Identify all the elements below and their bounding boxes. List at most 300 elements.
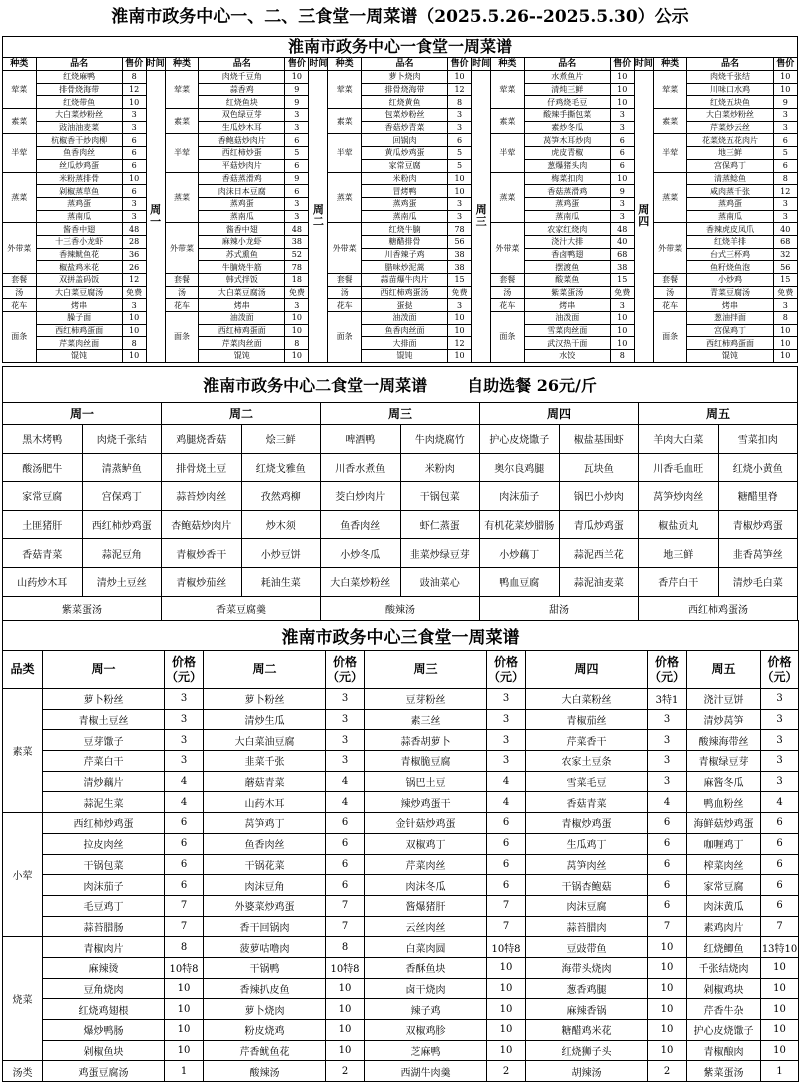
canteen1-dish-price: 6: [610, 147, 634, 160]
canteen3-header: 品类: [3, 651, 43, 689]
canteen3-dish-price: 3: [487, 709, 526, 730]
canteen1-dish-price: 10: [285, 350, 309, 363]
canteen3-dish-name: 麻辣烫: [43, 957, 165, 978]
canteen1-category: 汤: [653, 286, 687, 299]
canteen1-dish-name: 红烧鱼块: [199, 96, 285, 109]
canteen2-dish: 宫保鸡丁: [82, 482, 162, 511]
canteen1-dish-price: 10: [285, 71, 309, 84]
canteen3-dish-name: 芹香牛杂: [687, 999, 761, 1020]
canteen3-dish-name: 蒜泥生菜: [43, 792, 165, 813]
canteen1-dish-name: 花菜烧五花肉片: [687, 134, 773, 147]
canteen1-dish-name: 小炒鸡: [687, 274, 773, 287]
canteen1-dish-name: 排骨烧海带: [361, 83, 447, 96]
canteen3-dish-name: 毛豆鸡丁: [43, 895, 165, 916]
canteen1-dish-name: 香鲍菇炒肉片: [199, 134, 285, 147]
canteen1-dish-name: 蒜苗爆牛肉片: [361, 274, 447, 287]
canteen3-dish-name: 干锅花菜: [204, 854, 326, 875]
canteen1-dish-price: 3: [448, 109, 472, 122]
canteen3-dish-price: 7: [487, 916, 526, 937]
canteen3-category: 烧菜: [3, 937, 43, 1061]
canteen1-dish-price: 5: [773, 147, 797, 160]
canteen2-dish: 川香水煮鱼: [321, 453, 401, 482]
canteen3-dish-price: 10: [487, 1040, 526, 1061]
canteen1-dish-price: 9: [773, 96, 797, 109]
canteen1-category: 外带菜: [491, 223, 525, 274]
canteen3-dish-price: 7: [326, 916, 365, 937]
canteen3-dish-name: 海带头烧肉: [526, 957, 648, 978]
canteen1-header-0: 种类: [3, 58, 37, 71]
canteen1-day-label: 周一: [146, 71, 165, 363]
canteen3-header: 价格（元）: [648, 651, 687, 689]
canteen3-dish-price: 10: [761, 978, 799, 999]
canteen1-category: 半荤: [328, 134, 362, 172]
canteen1-dish-price: 3: [285, 210, 309, 223]
canteen2-dish: 雪菜扣肉: [718, 425, 798, 454]
canteen2-title-row: [3, 367, 798, 403]
canteen1-dish-name: 蒸鸡蛋: [199, 197, 285, 210]
canteen1-dish-name: 酸辣手撕包菜: [524, 109, 610, 122]
canteen3-dish-price: 13特10: [761, 937, 799, 958]
canteen1-category: 蒸菜: [491, 172, 525, 223]
canteen3-dish-price: 3: [487, 751, 526, 772]
canteen3-dish-name: 萝卜烧肉: [204, 999, 326, 1020]
canteen3-dish-price: 4: [326, 792, 365, 813]
canteen1-dish-name: 家常豆腐: [361, 159, 447, 172]
canteen1-dish-price: 8: [122, 337, 146, 350]
canteen3-dish-name: 青椒脆豆腐: [365, 751, 487, 772]
canteen2-dish: 椒盐贡丸: [639, 510, 719, 539]
canteen2-dish: 蒜苔炒肉丝: [162, 482, 242, 511]
canteen2-dish: 大白菜炒粉丝: [321, 567, 401, 596]
canteen3-dish-name: 千张结烧肉: [687, 957, 761, 978]
canteen1-dish-name: 蒸南瓜: [36, 210, 122, 223]
canteen3-dish-price: 7: [487, 895, 526, 916]
canteen3-dish-price: 8: [165, 937, 204, 958]
canteen1-category: 素菜: [3, 109, 37, 134]
canteen1-dish-name: 香辣虎皮凤爪: [687, 223, 773, 236]
canteen2-dish: 瓦块鱼: [559, 453, 639, 482]
canteen1-dish-name: 排骨烧海带: [36, 83, 122, 96]
canteen1-dish-name: 宫保鸡丁: [687, 159, 773, 172]
canteen3-dish-price: 6: [761, 813, 799, 834]
canteen3-dish-price: 7: [165, 916, 204, 937]
canteen3-dish-name: 萝卜粉丝: [43, 689, 165, 710]
canteen1-category: 套餐: [491, 274, 525, 287]
canteen3-dish-price: 3: [165, 709, 204, 730]
canteen1-dish-name: 杭椒香干炒肉柳: [36, 134, 122, 147]
canteen1-dish-name: 酱香中翅: [36, 223, 122, 236]
canteen1-dish-price: 6: [285, 134, 309, 147]
canteen3-dish-price: 8: [326, 937, 365, 958]
canteen3-dish-name: 干锅杏鲍菇: [526, 875, 648, 896]
canteen1-dish-price: 6: [610, 134, 634, 147]
canteen1-dish-price: 3: [285, 109, 309, 122]
canteen2-dish: 干锅包菜: [400, 482, 480, 511]
canteen3-dish-name: 鸭血粉丝: [687, 792, 761, 813]
canteen1-dish-name: 烤串: [687, 299, 773, 312]
canteen1-dish-price: 3: [448, 210, 472, 223]
canteen3-dish-name: 护心皮烧馓子: [687, 1020, 761, 1041]
canteen3-dish-price: 3: [165, 730, 204, 751]
canteen2-dish: 莴笋炒肉丝: [639, 482, 719, 511]
canteen3-dish-name: 红烧狮子头: [526, 1040, 648, 1061]
canteen3-dish-price: 3: [487, 689, 526, 710]
canteen3-dish-price: 10: [761, 1020, 799, 1041]
canteen1-dish-name: 水煮鱼片: [524, 71, 610, 84]
canteen1-dish-price: 3: [773, 197, 797, 210]
canteen1-category: 套餐: [3, 274, 37, 287]
canteen1-dish-name: 香菇蒸滑鸡: [199, 172, 285, 185]
canteen3-dish-price: 10: [761, 957, 799, 978]
canteen1-category: 汤: [491, 286, 525, 299]
canteen3-dish-price: 4: [487, 792, 526, 813]
canteen3-dish-price: 7: [648, 916, 687, 937]
canteen3-dish-name: 青椒土豆丝: [43, 709, 165, 730]
canteen3-dish-name: 外婆菜炒鸡蛋: [204, 895, 326, 916]
canteen1-dish-price: 12: [448, 337, 472, 350]
canteen1-menu-table: [2, 36, 798, 363]
canteen1-dish-name: 蒸鸡蛋: [524, 197, 610, 210]
canteen3-dish-price: 6: [326, 833, 365, 854]
canteen1-header-2: 售价: [122, 58, 146, 71]
canteen3-dish-price: 3: [326, 689, 365, 710]
canteen3-dish-price: 10: [165, 978, 204, 999]
canteen1-dish-price: 5: [448, 159, 472, 172]
canteen2-dish: 蒜泥西兰花: [559, 539, 639, 568]
canteen3-header: 价格（元）: [165, 651, 204, 689]
canteen3-dish-name: 紫菜蛋汤: [687, 1061, 761, 1082]
canteen3-dish-price: 3: [761, 771, 799, 792]
canteen2-day-header: 周四: [480, 403, 639, 425]
canteen1-dish-price: 12: [122, 274, 146, 287]
canteen1-dish-price: 56: [773, 261, 797, 274]
canteen1-category: 半荤: [165, 134, 199, 172]
canteen3-dish-name: 肉沫茄子: [43, 875, 165, 896]
canteen3-dish-price: 10: [487, 957, 526, 978]
canteen1-dish-price: 9: [610, 185, 634, 198]
canteen1-category: 花车: [165, 299, 199, 312]
canteen1-category: 荤菜: [165, 71, 199, 109]
canteen3-dish-name: 干锅包菜: [43, 854, 165, 875]
canteen3-dish-price: 4: [487, 771, 526, 792]
canteen1-header-1: 品名: [199, 58, 285, 71]
canteen2-dish: 炒木须: [241, 510, 321, 539]
canteen3-dish-price: 6: [648, 875, 687, 896]
canteen1-category: 面条: [328, 312, 362, 363]
canteen3-dish-price: 10: [648, 1040, 687, 1061]
canteen3-dish-name: 韭菜千张: [204, 751, 326, 772]
canteen3-dish-name: 双椒鸡丁: [365, 833, 487, 854]
canteen3-dish-name: 酱爆猪肝: [365, 895, 487, 916]
canteen2-soup: 甜汤: [480, 596, 639, 620]
canteen3-dish-name: 菠萝咕噜肉: [204, 937, 326, 958]
canteen1-dish-name: 馄饨: [361, 350, 447, 363]
canteen3-dish-price: 6: [648, 895, 687, 916]
canteen1-dish-name: 蒸南瓜: [687, 210, 773, 223]
canteen1-dish-name: 青菜豆腐汤: [687, 286, 773, 299]
canteen2-dish: 红烧戈雅鱼: [241, 453, 321, 482]
canteen1-dish-price: 12: [448, 83, 472, 96]
canteen1-dish-name: 西红柿鸡蛋面: [687, 337, 773, 350]
canteen1-dish-price: 48: [122, 223, 146, 236]
canteen3-dish-price: 10: [165, 1020, 204, 1041]
canteen2-dish: 糖醋里脊: [718, 482, 798, 511]
canteen3-dish-price: 10: [648, 957, 687, 978]
canteen3-dish-name: 麻酱冬瓜: [687, 771, 761, 792]
canteen1-dish-price: 10: [773, 71, 797, 84]
canteen1-category: 荤菜: [3, 71, 37, 109]
canteen3-dish-name: 清炒藕片: [43, 771, 165, 792]
canteen1-dish-price: 10: [122, 96, 146, 109]
canteen1-category: 外带菜: [653, 223, 687, 274]
canteen3-dish-price: 7: [165, 895, 204, 916]
canteen3-dish-name: 生瓜鸡丁: [526, 833, 648, 854]
canteen1-header-0: 种类: [653, 58, 687, 71]
canteen1-dish-price: 10: [773, 324, 797, 337]
canteen2-dish: 山药炒木耳: [3, 567, 83, 596]
canteen1-dish-name: 馄饨: [199, 350, 285, 363]
canteen1-dish-name: 蒸南瓜: [361, 210, 447, 223]
canteen3-dish-price: 3: [648, 771, 687, 792]
canteen1-dish-name: 鱼籽烧鱼泡: [687, 261, 773, 274]
canteen1-dish-price: 3: [448, 197, 472, 210]
canteen2-dish: 蒜泥豆角: [82, 539, 162, 568]
canteen1-category: 套餐: [328, 274, 362, 287]
canteen1-dish-price: 10: [448, 350, 472, 363]
canteen3-dish-name: 豆豉带鱼: [526, 937, 648, 958]
canteen3-dish-name: 芹菜香干: [526, 730, 648, 751]
canteen1-dish-name: 米粉肉: [361, 172, 447, 185]
canteen3-dish-price: 3: [761, 730, 799, 751]
canteen1-dish-price: 10: [610, 71, 634, 84]
canteen1-dish-price: 6: [773, 134, 797, 147]
canteen3-dish-price: 6: [648, 833, 687, 854]
canteen1-dish-name: 臊子面: [36, 312, 122, 325]
canteen1-category: 半荤: [3, 134, 37, 172]
canteen1-dish-price: 10: [448, 324, 472, 337]
canteen3-dish-price: 4: [326, 771, 365, 792]
canteen2-dish: 清炒毛白菜: [718, 567, 798, 596]
canteen2-dish: 地三鲜: [639, 539, 719, 568]
canteen3-dish-name: 干锅鸭: [204, 957, 326, 978]
canteen1-category: 蒸菜: [165, 172, 199, 223]
canteen3-dish-name: 清炒生瓜: [204, 709, 326, 730]
canteen1-dish-price: 3: [773, 299, 797, 312]
canteen3-dish-name: 蒜苔腊肠: [43, 916, 165, 937]
canteen3-dish-name: 胡辣汤: [526, 1061, 648, 1082]
canteen1-dish-name: 豉油油麦菜: [36, 121, 122, 134]
canteen1-dish-name: 苏式熏鱼: [199, 248, 285, 261]
canteen3-dish-price: 10特8: [165, 957, 204, 978]
canteen1-category: 花车: [491, 299, 525, 312]
canteen1-dish-name: 酸菜鱼: [524, 274, 610, 287]
canteen1-dish-name: 宫保鸡丁: [687, 324, 773, 337]
canteen1-dish-price: 3: [285, 121, 309, 134]
canteen1-header-time: 时间: [146, 58, 165, 69]
canteen3-header: 周四: [526, 651, 648, 689]
canteen2-dish: 小炒藕丁: [480, 539, 560, 568]
canteen3-header: 价格（元）: [487, 651, 526, 689]
canteen3-dish-price: 4: [648, 792, 687, 813]
canteen1-dish-name: 雪菜肉丝面: [524, 324, 610, 337]
canteen1-dish-price: 5: [448, 147, 472, 160]
canteen1-category: 汤: [328, 286, 362, 299]
canteen2-dish: 奥尔良鸡腿: [480, 453, 560, 482]
canteen1-dish-name: 红烧牛腩: [361, 223, 447, 236]
canteen1-dish-price: 10: [285, 312, 309, 325]
canteen3-dish-price: 6: [165, 813, 204, 834]
canteen1-dish-name: 西红柿鸡蛋汤: [361, 286, 447, 299]
canteen1-dish-price: 3: [122, 197, 146, 210]
canteen1-dish-name: 牛腩烧牛筋: [199, 261, 285, 274]
canteen1-dish-name: 油泼面: [361, 312, 447, 325]
canteen3-header: 周一: [43, 651, 165, 689]
canteen3-dish-price: 4: [165, 792, 204, 813]
canteen3-category: 汤类: [3, 1061, 43, 1082]
canteen2-dish: 烩三鲜: [241, 425, 321, 454]
canteen3-dish-name: 爆炒鸭肠: [43, 1020, 165, 1041]
canteen1-dish-price: 12: [122, 83, 146, 96]
canteen3-dish-name: 农家土豆条: [526, 751, 648, 772]
canteen3-dish-name: 拉皮肉丝: [43, 833, 165, 854]
canteen3-dish-price: 10: [487, 978, 526, 999]
canteen1-dish-name: 素炒冬瓜: [524, 121, 610, 134]
canteen3-dish-name: 鸡蛋豆腐汤: [43, 1061, 165, 1082]
canteen1-dish-price: 6: [448, 134, 472, 147]
canteen2-dish: 鸭血豆腐: [480, 567, 560, 596]
canteen2-dish: 清蒸鲈鱼: [82, 453, 162, 482]
canteen3-header: 周三: [365, 651, 487, 689]
canteen1-dish-price: 免费: [285, 286, 309, 299]
canteen2-dish: 牛肉烧腐竹: [400, 425, 480, 454]
canteen1-dish-price: 10: [448, 172, 472, 185]
canteen1-dish-name: 西红柿鸡蛋面: [199, 324, 285, 337]
canteen1-dish-name: 烤串: [36, 299, 122, 312]
canteen1-category: 素菜: [165, 109, 199, 134]
canteen1-dish-name: 香卤鸭翅: [524, 248, 610, 261]
canteen1-header-1: 品名: [36, 58, 122, 71]
canteen1-category: 蒸菜: [653, 172, 687, 223]
canteen3-dish-price: 6: [487, 813, 526, 834]
canteen1-dish-name: 红烧麻鸭: [36, 71, 122, 84]
canteen3-header: 周二: [204, 651, 326, 689]
canteen3-dish-price: 3: [326, 730, 365, 751]
canteen3-dish-name: 香干回锅肉: [204, 916, 326, 937]
canteen3-dish-name: 浇汁豆饼: [687, 689, 761, 710]
canteen1-dish-name: 台式三杯鸡: [687, 248, 773, 261]
canteen1-dish-price: 38: [610, 261, 634, 274]
canteen3-dish-price: 6: [165, 854, 204, 875]
canteen1-header-1: 品名: [524, 58, 610, 71]
canteen1-dish-name: 平菇炒肉片: [199, 159, 285, 172]
canteen1-dish-name: 烤串: [524, 299, 610, 312]
canteen1-dish-price: 3: [122, 299, 146, 312]
canteen3-dish-price: 10: [487, 1020, 526, 1041]
canteen2-soup: 西红柿鸡蛋汤: [639, 596, 798, 620]
canteen1-dish-price: 32: [773, 248, 797, 261]
canteen1-dish-name: 鱼香肉丝面: [361, 324, 447, 337]
canteen1-dish-price: 38: [285, 235, 309, 248]
canteen1-dish-price: 40: [773, 223, 797, 236]
canteen3-dish-price: 6: [487, 833, 526, 854]
canteen3-dish-name: 蘑菇青菜: [204, 771, 326, 792]
canteen3-dish-name: 素三丝: [365, 709, 487, 730]
canteen2-dish: 西红柿炒鸡蛋: [82, 510, 162, 539]
canteen1-dish-price: 9: [285, 83, 309, 96]
canteen3-dish-price: 10: [648, 937, 687, 958]
canteen3-dish-name: 芹香鱿鱼花: [204, 1040, 326, 1061]
canteen2-dish: 家常豆腐: [3, 482, 83, 511]
canteen3-dish-name: 榨菜肉丝: [687, 854, 761, 875]
canteen1-dish-name: 红烧五块鱼: [687, 96, 773, 109]
canteen3-dish-name: 红烧鲫鱼: [687, 937, 761, 958]
canteen2-dish: 青瓜炒鸡蛋: [559, 510, 639, 539]
canteen3-dish-name: 金针菇炒鸡蛋: [365, 813, 487, 834]
canteen3-dish-name: 糖醋鸡米花: [526, 1020, 648, 1041]
canteen2-dish: 杏鲍菇炒肉片: [162, 510, 242, 539]
canteen3-dish-name: 豆芽粉丝: [365, 689, 487, 710]
canteen3-dish-price: 10特8: [326, 957, 365, 978]
canteen3-dish-price: 10特8: [487, 937, 526, 958]
canteen3-dish-price: 2: [487, 1061, 526, 1082]
canteen3-dish-price: 6: [761, 833, 799, 854]
canteen3-dish-name: 芹菜白干: [43, 751, 165, 772]
canteen1-dish-name: 蒸鸡蛋: [687, 197, 773, 210]
canteen1-dish-price: 3: [773, 109, 797, 122]
canteen3-dish-name: 西红柿炒鸡蛋: [43, 813, 165, 834]
canteen2-title: 淮南市政务中心二食堂一周菜谱: [203, 376, 428, 395]
canteen1-dish-price: 3: [448, 299, 472, 312]
canteen1-category: 汤: [165, 286, 199, 299]
canteen1-dish-name: 芹菜肉丝面: [199, 337, 285, 350]
canteen3-dish-price: 10: [326, 978, 365, 999]
canteen1-dish-price: 免费: [610, 286, 634, 299]
canteen2-dish: 韭香莴笋丝: [718, 539, 798, 568]
canteen3-dish-name: 豆角烧肉: [43, 978, 165, 999]
canteen1-dish-price: 8: [610, 350, 634, 363]
canteen2-dish: 香菇青菜: [3, 539, 83, 568]
canteen1-header-1: 品名: [361, 58, 447, 71]
canteen1-category: 半荤: [653, 134, 687, 172]
canteen3-dish-name: 蒜香胡萝卜: [365, 730, 487, 751]
canteen3-dish-name: 蒜苔腊肉: [526, 916, 648, 937]
canteen3-title: 淮南市政务中心三食堂一周菜谱: [3, 621, 799, 651]
canteen1-day-label: 周二: [309, 71, 328, 363]
canteen3-dish-price: 6: [761, 875, 799, 896]
canteen2-dish: 椒盐基围虾: [559, 425, 639, 454]
canteen1-dish-name: 咸肉蒸千张: [687, 185, 773, 198]
canteen3-dish-name: 海鲜菇炒鸡蛋: [687, 813, 761, 834]
canteen1-header-0: 种类: [165, 58, 199, 71]
canteen2-dish: 米粉肉: [400, 453, 480, 482]
canteen2-dish: 锅巴小炒肉: [559, 482, 639, 511]
canteen1-dish-name: 红烧带鱼: [36, 96, 122, 109]
canteen1-dish-name: 米粉蒸排骨: [36, 172, 122, 185]
canteen3-dish-name: 鱼香肉丝: [204, 833, 326, 854]
canteen1-dish-name: 腊味炒泥蒿: [361, 261, 447, 274]
canteen3-dish-price: 6: [165, 875, 204, 896]
canteen1-dish-price: 10: [773, 350, 797, 363]
canteen3-dish-name: 香酥鱼块: [365, 957, 487, 978]
canteen1-dish-price: 68: [773, 235, 797, 248]
canteen1-dish-price: 3: [122, 109, 146, 122]
canteen1-category: 素菜: [653, 109, 687, 134]
canteen3-dish-name: 山药木耳: [204, 792, 326, 813]
canteen3-dish-name: 青椒肉片: [43, 937, 165, 958]
canteen1-header-0: 种类: [328, 58, 362, 71]
canteen2-soup: 紫菜蛋汤: [3, 596, 162, 620]
canteen3-dish-price: 3特1: [648, 689, 687, 710]
